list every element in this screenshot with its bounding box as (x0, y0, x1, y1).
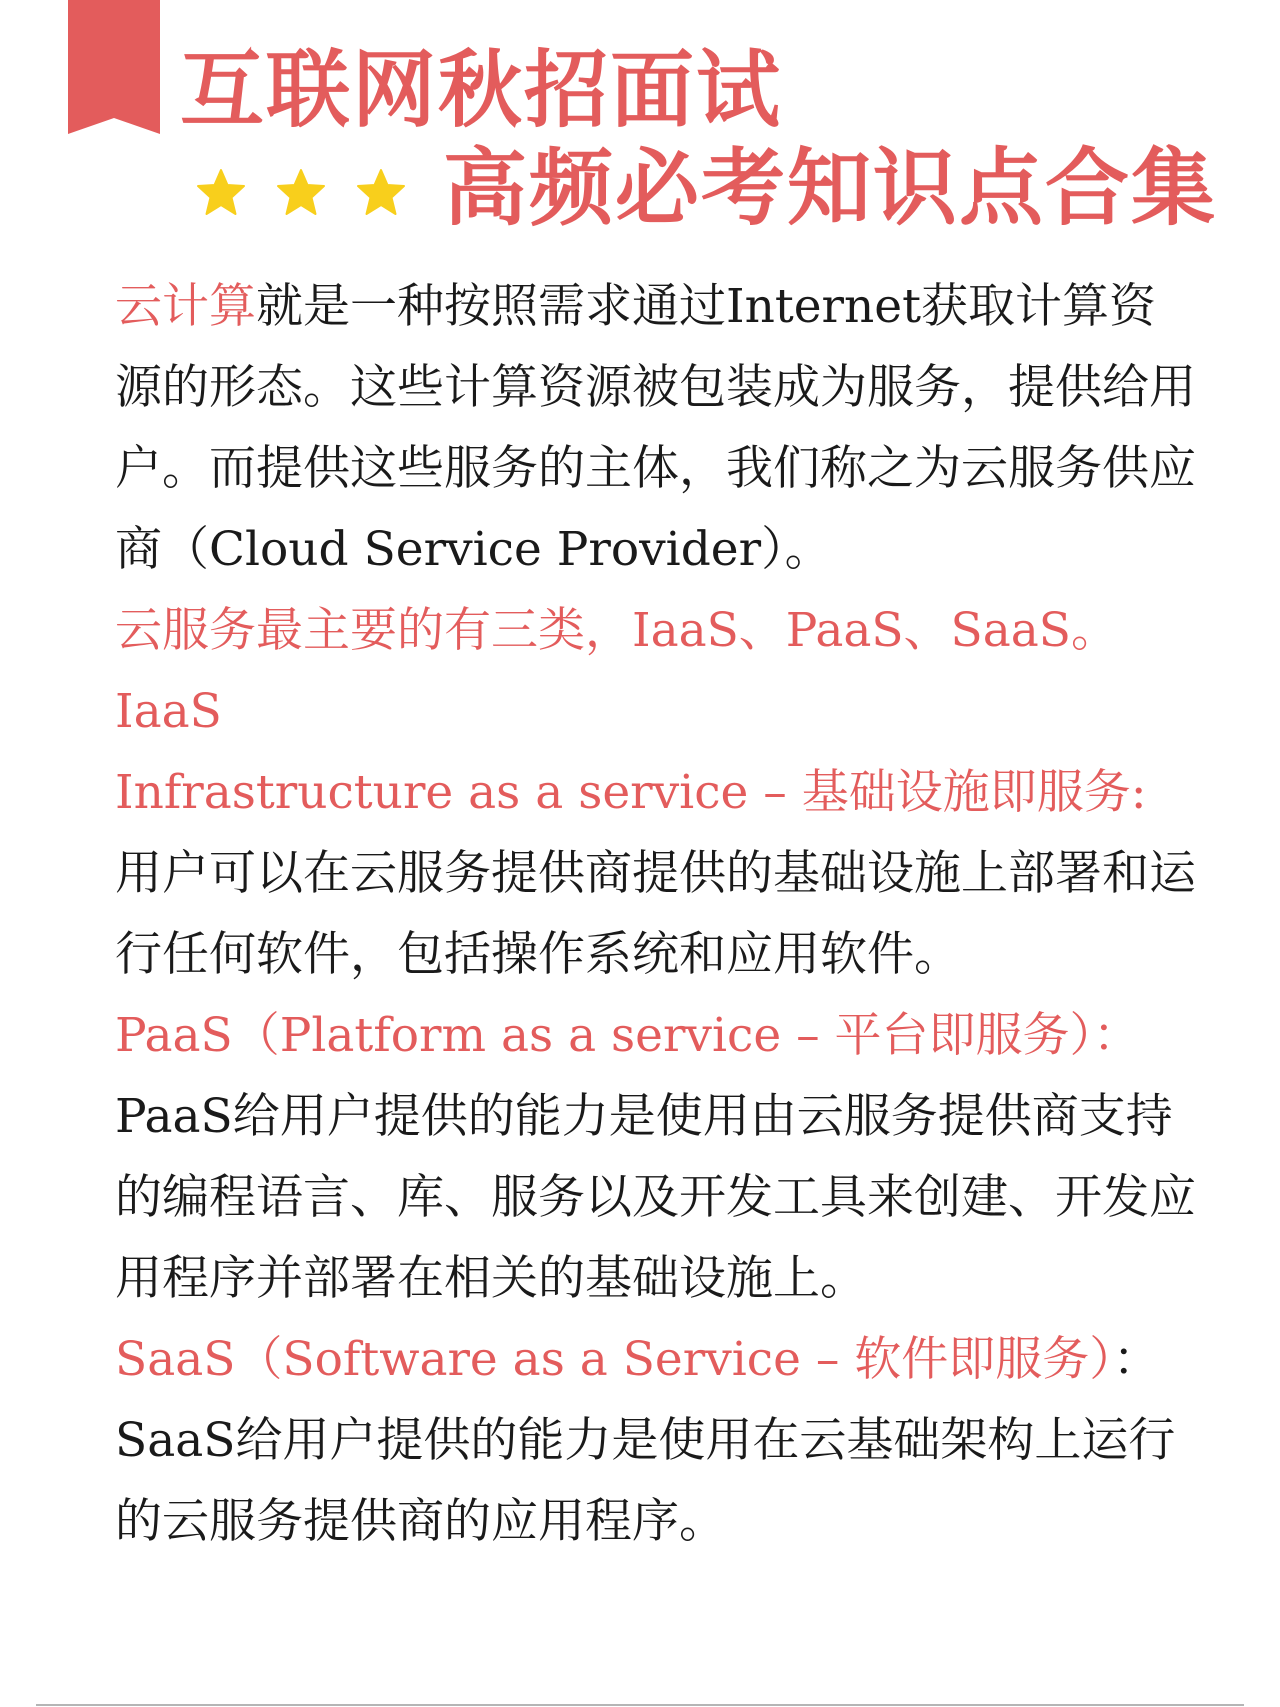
iaas-text: 用户可以在云服务提供商提供的基础设施上部署和运行任何软件，包括操作系统和应用软件。 (115, 846, 1196, 982)
saas-text: SaaS给用户提供的能力是使用在云基础架构上运行的云服务提供商的应用程序。 (115, 1413, 1176, 1549)
star-rating (196, 168, 406, 216)
saas-colon: ： (1112, 1332, 1160, 1387)
paas-text: PaaS给用户提供的能力是使用由云服务提供商支持的编程语言、库、服务以及开发工具来创建、开发应用程序并部署在相关的基础设施上。 (115, 1089, 1196, 1306)
bottom-divider (36, 1704, 1244, 1706)
iaas-subheading: Infrastructure as a service – 基础设施即服务: (115, 765, 1147, 820)
paas-heading: PaaS（Platform as a service – 平台即服务）： (115, 1008, 1141, 1063)
intro-term: 云计算 (115, 279, 256, 334)
categories-line: 云服务最主要的有三类，IaaS、PaaS、SaaS。 (115, 603, 1118, 658)
iaas-heading: IaaS (115, 684, 222, 739)
bookmark-ribbon-icon (68, 0, 160, 134)
intro-text: 就是一种按照需求通过Internet获取计算资源的形态。这些计算资源被包装成为服务，提供给用户。而提供这些服务的主体，我们称之为云服务供应商（Cloud Service Provider）。 (115, 279, 1196, 577)
star-icon (196, 168, 246, 216)
title-line-2: 高频必考知识点合集 (443, 138, 1218, 237)
saas-heading: SaaS（Software as a Service – 软件即服务） (115, 1332, 1113, 1387)
saas-heading-line (115, 1319, 1200, 1400)
title-line-1: 互联网秋招面试 (180, 40, 783, 139)
star-icon (356, 168, 406, 216)
article-body (115, 266, 1200, 1562)
intro-paragraph (115, 266, 1200, 590)
star-icon (276, 168, 326, 216)
